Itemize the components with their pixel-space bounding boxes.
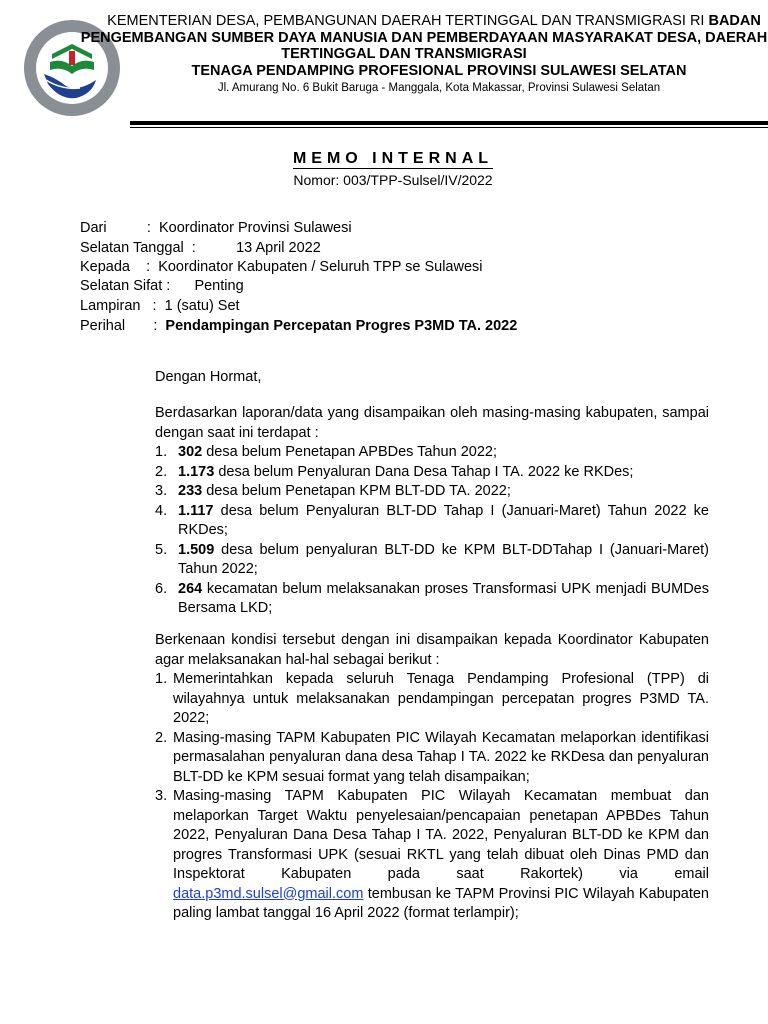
- letterhead: [40, 13, 768, 97]
- subject-text: Pendampingan Percepatan Progres P3MD TA. 2022: [165, 318, 518, 334]
- findings-section: [155, 404, 709, 619]
- greeting: Dengan Hormat,: [155, 369, 262, 385]
- field-date: Selatan Tanggal : 13 April 2022: [80, 240, 321, 256]
- list-item: 3. 233 desa belum Penetapan KPM BLT-DD TA. 2022;: [155, 483, 511, 499]
- memo-number: Nomor: 003/TPP-Sulsel/IV/2022: [293, 172, 493, 188]
- letterhead-address: Jl. Amurang No. 6 Bukit Baruga - Manggala, Kota Makassar, Provinsi Sulawesi Selatan: [217, 82, 661, 94]
- field-subject: Perihal : Pendampingan Percepatan Progres P3MD TA. 2022: [80, 318, 518, 334]
- memo-title: MEMO INTERNAL: [292, 150, 494, 167]
- field-from: Dari : Koordinator Provinsi Sulawesi: [80, 220, 352, 236]
- list-item: 5. 1.509 desa belum penyaluran BLT-DD ke KPM BLT-DDTahap I (Januari-Maret) Tahun 2022;: [155, 541, 709, 577]
- letterhead-line1: KEMENTERIAN DESA, PEMBANGUNAN DAERAH TERTINGGAL DAN TRANSMIGRASI RI BADAN: [107, 13, 761, 29]
- list-item: 1. Memerintahkan kepada seluruh Tenaga Pendamping Profesional (TPP) di wilayahnya untuk melaksanakan pendampingan percepatan progres P3MD TA. 2022;: [155, 671, 709, 726]
- instructions-intro: Berkenaan kondisi tersebut dengan ini disampaikan kepada Koordinator Kabupaten agar melaksanakan hal-hal sebagai berikut :: [155, 632, 709, 668]
- field-nature: Selatan Sifat : Penting: [80, 278, 244, 294]
- letterhead-line2: PENGEMBANGAN SUMBER DAYA MANUSIA DAN PEMBERDAYAAN MASYARAKAT DESA, DAERAH: [80, 29, 768, 46]
- list-item: 4. 1.117 desa belum Penyaluran BLT-DD Tahap I (Januari-Maret) Tahun 2022 ke RKDes;: [155, 502, 709, 538]
- findings-list: [155, 443, 709, 619]
- list-item: 3. Masing-masing TAPM Kabupaten PIC Wilayah Kecamatan membuat dan melaporkan Target Waktu penyelesaian/pencapaian penetapan APBDes Tahun 2022, Penyaluran Dana Desa Tahap I TA. 2022, Penyaluran BLT-DD ke KPM dan progres Transformasi UPK (sesuai RKTL yang telah dibuat oleh Dinas PMD dan Inspektorat Kabupaten pada saat Rakortek) via email data.p3md.sulsel@gmail.com tembusan ke TAPM Provinsi PIC Wilayah Kabupaten paling lambat tanggal 16 April 2022 (format terlampir);: [155, 788, 709, 921]
- list-item: 2. 1.173 desa belum Penyaluran Dana Desa Tahap I TA. 2022 ke RKDes;: [155, 463, 634, 480]
- email-link[interactable]: data.p3md.sulsel@gmail.com: [173, 885, 364, 902]
- field-to: Kepada : Koordinator Kabupaten / Seluruh TPP se Sulawesi: [80, 259, 483, 275]
- letterhead-rule-thin: [130, 127, 768, 128]
- instructions-section: [155, 631, 709, 924]
- findings-intro: Berdasarkan laporan/data yang disampaikan oleh masing-masing kabupaten, sampai dengan saat ini terdapat :: [155, 405, 709, 441]
- field-attachment: Lampiran : 1 (satu) Set: [80, 298, 240, 314]
- letterhead-line4: TENAGA PENDAMPING PROFESIONAL PROVINSI SULAWESI SELATAN: [191, 62, 687, 79]
- list-item: 2. Masing-masing TAPM Kabupaten PIC Wilayah Kecamatan melaporkan identifikasi permasalahan penyaluran dana desa Tahap I TA. 2022 ke RKDesa dan penyaluran BLT-DD ke KPM sesuai format yang telah disampaikan;: [155, 729, 709, 785]
- letterhead-line3: TERTINGGAL DAN TRANSMIGRASI: [281, 46, 527, 62]
- list-item: 1. 302 desa belum Penetapan APBDes Tahun 2022;: [155, 444, 497, 460]
- list-item: 6. 264 kecamatan belum melaksanakan proses Transformasi UPK menjadi BUMDes Bersama LKD;: [155, 580, 709, 616]
- instructions-list: [155, 670, 709, 924]
- letterhead-rule-thick: [130, 121, 768, 125]
